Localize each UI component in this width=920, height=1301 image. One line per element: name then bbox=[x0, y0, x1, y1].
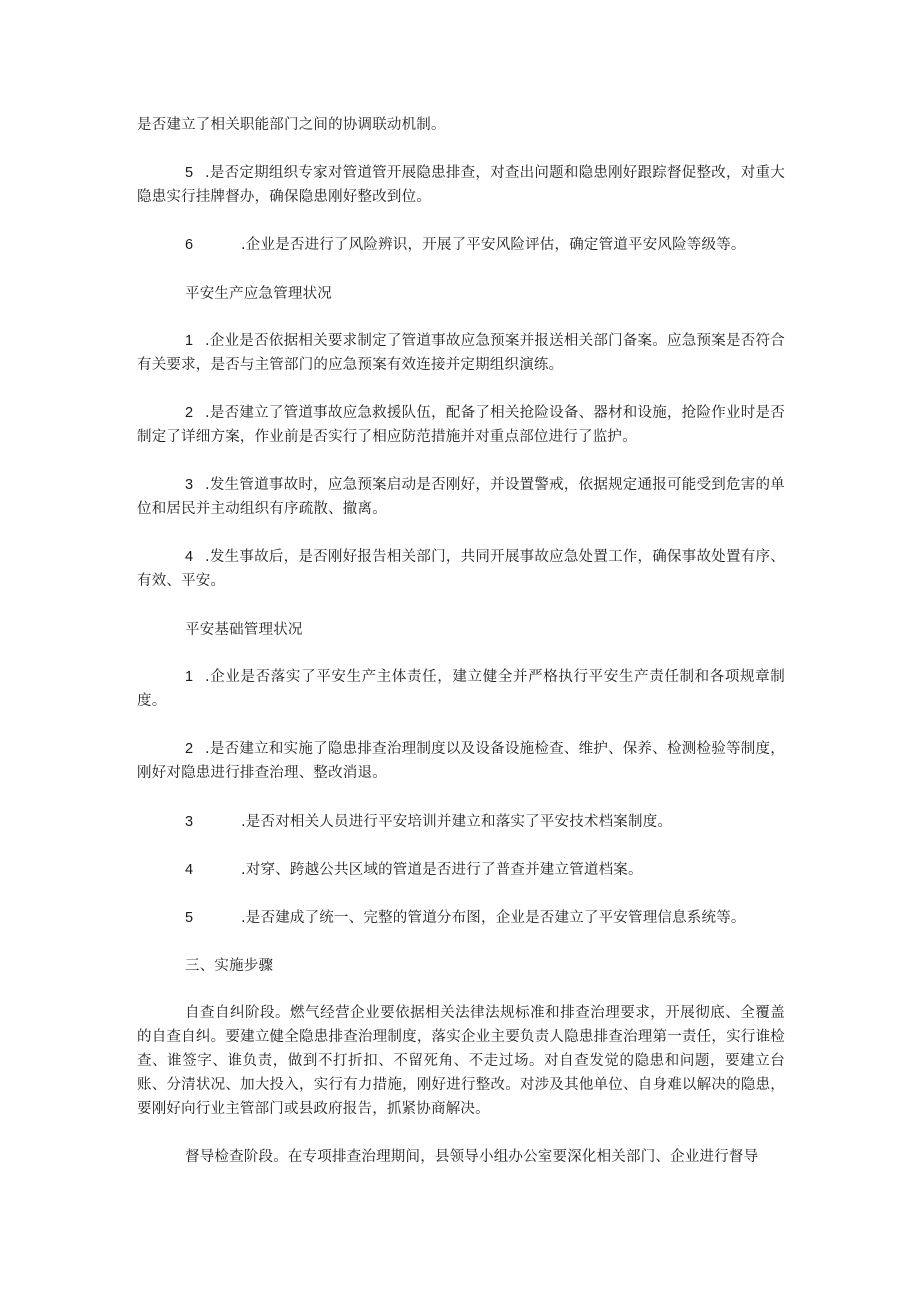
item-text: .发生事故后，是否刚好报告相关部门，共同开展事故应急处置工作，确保事故处置有序、有效、平安。 bbox=[137, 549, 785, 589]
item-number: 2 bbox=[185, 405, 194, 421]
list-item-inspection-6 bbox=[137, 233, 785, 257]
item-text: .企业是否进行了风险辨识，开展了平安风险评估，确定管道平安风险等级等。 bbox=[241, 237, 746, 253]
list-item-emergency-2 bbox=[137, 401, 785, 449]
item-number: 4 bbox=[185, 862, 194, 878]
section-heading-steps: 三、实施步骤 bbox=[185, 958, 274, 974]
list-item-emergency-4 bbox=[137, 545, 785, 593]
item-number: 3 bbox=[185, 814, 194, 830]
list-item-inspection-5 bbox=[137, 161, 785, 209]
item-text: .是否建立了管道事故应急救援队伍，配备了相关抢险设备、器材和设施，抢险作业时是否制定了详细方案，作业前是否实行了相应防范措施并对重点部位进行了监护。 bbox=[137, 405, 785, 445]
section-heading-basic: 平安基础管理状况 bbox=[185, 622, 303, 638]
paragraph-intro: 是否建立了相关职能部门之间的协调联动机制。 bbox=[137, 117, 446, 133]
paragraph-self-check: 自查自纠阶段。燃气经营企业要依据相关法律法规标准和排查治理要求，开展彻底、全覆盖的自查自纠。要建立健全隐患排查治理制度，落实企业主要负责人隐患排查治理第一责任，实行谁检查、谁签字、谁负责，做到不打折扣、不留死角、不走过场。对自查发觉的隐患和问题，要建立台账、分清状况、加大投入，实行有力措施，刚好进行整改。对涉及其他单位、自身难以解决的隐患，要刚好向行业主管部门或县政府报告，抓紧协商解决。 bbox=[137, 1005, 785, 1117]
list-item-basic-5 bbox=[137, 906, 785, 930]
item-text: .是否建成了统一、完整的管道分布图，企业是否建立了平安管理信息系统等。 bbox=[241, 910, 746, 926]
item-text: .企业是否依据相关要求制定了管道事故应急预案并报送相关部门备案。应急预案是否符合有关要求，是否与主管部门的应急预案有效连接并定期组织演练。 bbox=[137, 333, 785, 373]
item-number: 6 bbox=[185, 237, 194, 253]
item-text: .是否建立和实施了隐患排查治理制度以及设备设施检查、维护、保养、检测检验等制度，刚好对隐患进行排查治理、整改消退。 bbox=[137, 741, 785, 781]
section-heading-emergency: 平安生产应急管理状况 bbox=[185, 286, 332, 302]
list-item-basic-1 bbox=[137, 665, 785, 713]
item-text: .企业是否落实了平安生产主体责任，建立健全并严格执行平安生产责任制和各项规章制度。 bbox=[137, 669, 785, 709]
item-number: 3 bbox=[185, 477, 194, 493]
item-text: .是否对相关人员进行平安培训并建立和落实了平安技术档案制度。 bbox=[241, 814, 673, 830]
item-number: 2 bbox=[185, 741, 194, 757]
list-item-emergency-1 bbox=[137, 329, 785, 377]
list-item-basic-4 bbox=[137, 858, 785, 882]
item-number: 4 bbox=[185, 549, 194, 565]
item-number: 5 bbox=[185, 910, 194, 926]
paragraph-supervision: 督导检查阶段。在专项排查治理期间，县领导小组办公室要深化相关部门、企业进行督导 bbox=[185, 1149, 759, 1165]
item-text: .是否定期组织专家对管道管开展隐患排查，对查出问题和隐患刚好跟踪督促整改，对重大隐患实行挂牌督办，确保隐患刚好整改到位。 bbox=[137, 165, 785, 205]
item-text: .对穿、跨越公共区域的管道是否进行了普查并建立管道档案。 bbox=[241, 862, 643, 878]
item-number: 1 bbox=[185, 669, 194, 685]
list-item-emergency-3 bbox=[137, 473, 785, 521]
list-item-basic-2 bbox=[137, 737, 785, 785]
list-item-basic-3 bbox=[137, 810, 785, 834]
item-text: .发生管道事故时，应急预案启动是否刚好，并设置警戒，依据规定通报可能受到危害的单位和居民并主动组织有序疏散、撤离。 bbox=[137, 477, 785, 517]
item-number: 5 bbox=[185, 165, 194, 181]
item-number: 1 bbox=[185, 333, 194, 349]
